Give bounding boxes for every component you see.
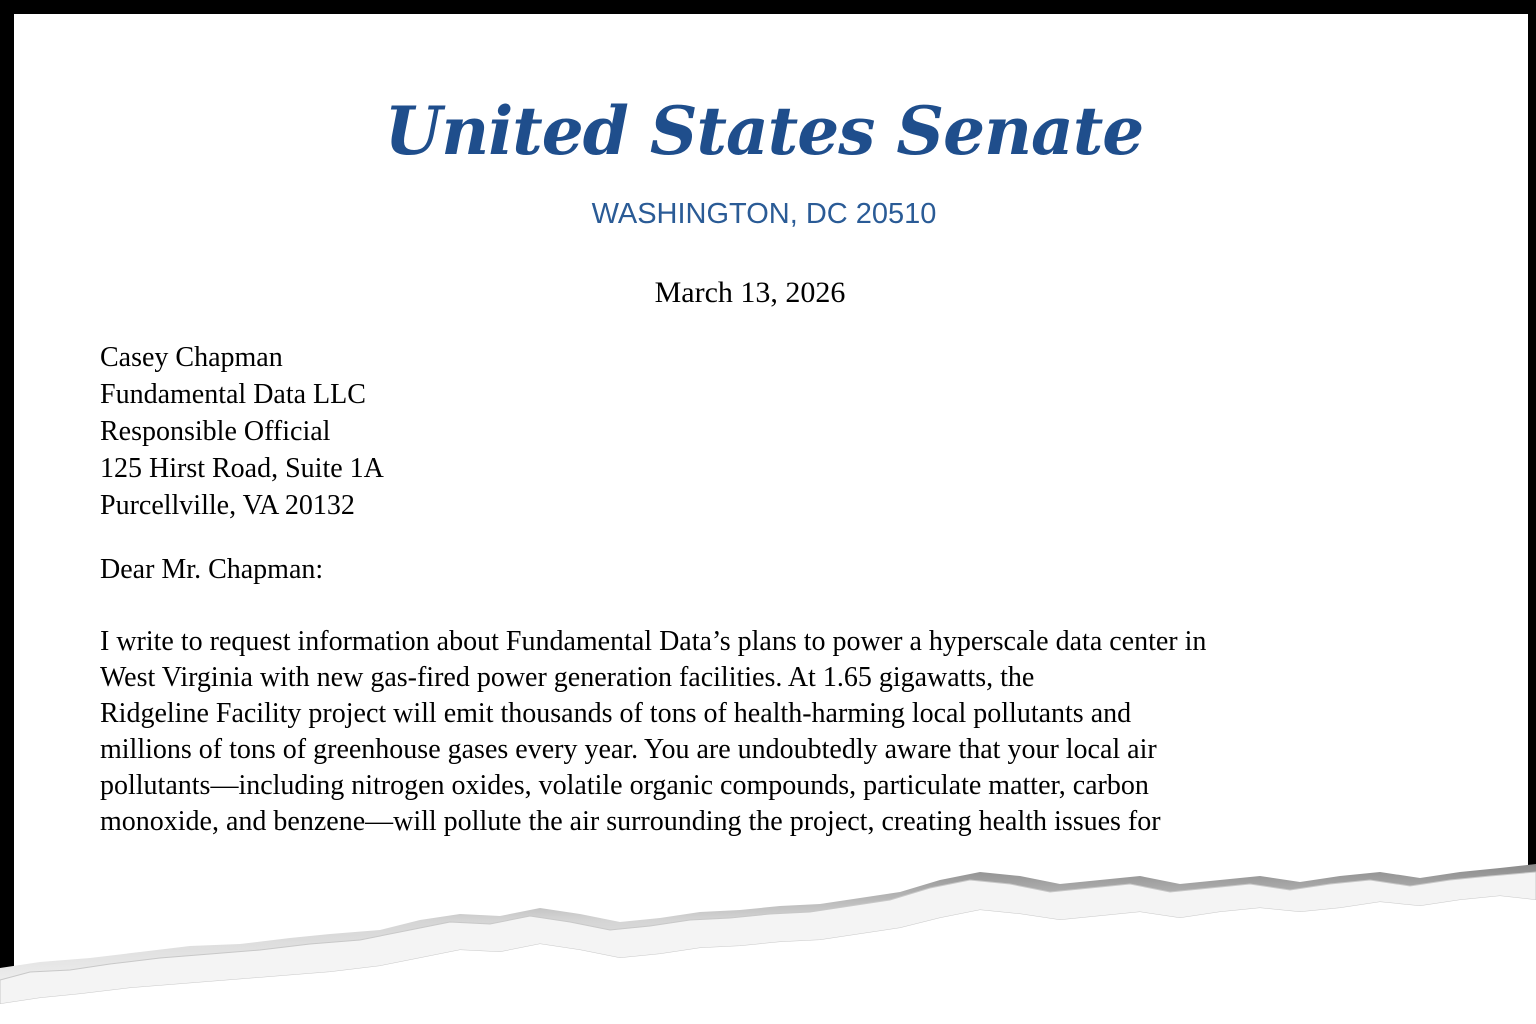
recipient-company: Fundamental Data LLC <box>100 379 366 410</box>
body-line: monoxide, and benzene—will pollute the air surrounding the project, creating health issues for <box>100 806 1161 837</box>
body-line: Ridgeline Facility project will emit thousands of tons of health-harming local pollutants and <box>100 698 1132 729</box>
letter-date: March 13, 2026 <box>654 276 846 309</box>
salutation: Dear Mr. Chapman: <box>100 554 324 585</box>
body-line: West Virginia with new gas-fired power generation facilities. At 1.65 gigawatts, the <box>100 662 1035 693</box>
recipient-role: Responsible Official <box>100 416 331 447</box>
letterhead-city: WASHINGTON, DC 20510 <box>591 198 937 230</box>
recipient-city-state-zip: Purcellville, VA 20132 <box>100 490 355 521</box>
letterhead-title: United States Senate <box>384 92 1144 170</box>
body-line: I write to request information about Fundamental Data’s plans to power a hyperscale data center in <box>100 626 1207 657</box>
body-line: pollutants—including nitrogen oxides, volatile organic compounds, particulate matter, carbon <box>100 770 1149 801</box>
body-line: millions of tons of greenhouse gases every year. You are undoubtedly aware that your local air <box>100 734 1157 765</box>
recipient-street: 125 Hirst Road, Suite 1A <box>100 453 384 484</box>
recipient-name: Casey Chapman <box>100 342 283 373</box>
